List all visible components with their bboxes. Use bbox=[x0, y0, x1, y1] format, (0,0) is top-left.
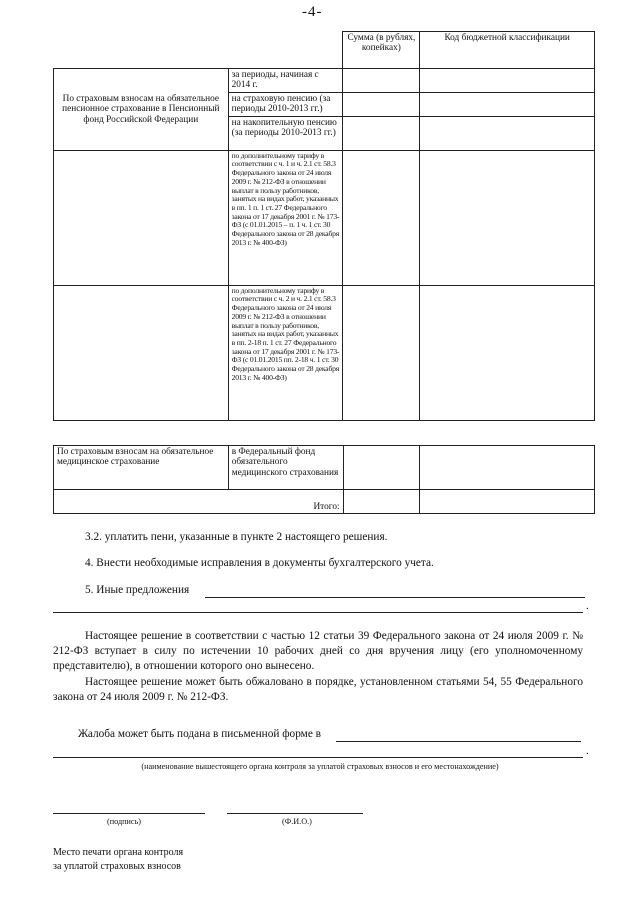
caption-signature: (подпись) bbox=[107, 817, 141, 826]
sum-cell bbox=[343, 150, 420, 285]
kbk-cell bbox=[420, 69, 595, 93]
medical-label: По страховым взносам на обязательное медицинское страхование bbox=[54, 446, 229, 490]
total-label: Итого: bbox=[54, 490, 344, 514]
total-sum-cell bbox=[343, 490, 420, 514]
medical-fund: в Федеральный фонд обязательного медицинского страхования bbox=[228, 446, 343, 490]
caption-fio: (Ф.И.О.) bbox=[282, 817, 312, 826]
pension-row-2014: за периоды, начиная с 2014 г. bbox=[228, 69, 343, 93]
contributions-table bbox=[53, 31, 595, 421]
organ-line bbox=[53, 757, 583, 758]
sum-cell bbox=[343, 92, 420, 116]
kbk-cell bbox=[420, 116, 595, 150]
other-proposals-line-2 bbox=[53, 612, 583, 613]
stamp-line-1: Место печати органа контроля bbox=[53, 847, 184, 858]
pension-label: По страховым взносам на обязательное пенсионное страхование в Пенсионный фонд Российской Федерации bbox=[54, 69, 229, 151]
fio-line bbox=[227, 813, 363, 814]
other-proposals-line bbox=[205, 597, 585, 598]
sum-cell bbox=[343, 446, 420, 490]
pension-row-insurance: на страховую пенсию (за периоды 2010-2013 гг.) bbox=[228, 92, 343, 116]
decision-appeal: Настоящее решение может быть обжаловано в порядке, установленном статьями 54, 55 Федерального закона от 24 июля 2009 г. № 212-ФЗ. bbox=[53, 676, 583, 704]
kbk-cell bbox=[420, 92, 595, 116]
line-dot: . bbox=[586, 745, 589, 757]
total-kbk-cell bbox=[420, 490, 595, 514]
signature-line bbox=[53, 813, 205, 814]
header-blank bbox=[54, 32, 229, 69]
header-blank bbox=[228, 32, 343, 69]
page-number: -4- bbox=[302, 4, 323, 20]
complaint-text: Жалоба может быть подана в письменной форме в bbox=[78, 728, 321, 740]
sum-cell bbox=[343, 116, 420, 150]
kbk-cell bbox=[420, 285, 595, 420]
blank-label-cell bbox=[54, 285, 229, 420]
item-4: 4. Внести необходимые исправления в документы бухгалтерского учета. bbox=[85, 557, 434, 569]
sum-cell bbox=[343, 285, 420, 420]
caption-organ: (наименование вышестоящего органа контроля за уплатой страховых взносов и его местонахождение) bbox=[141, 762, 499, 771]
item-3-2: 3.2. уплатить пени, указанные в пункте 2 настоящего решения. bbox=[85, 531, 388, 543]
header-sum: Сумма (в рублях, копейках) bbox=[343, 32, 420, 69]
stamp-place bbox=[53, 846, 183, 873]
sum-cell bbox=[343, 69, 420, 93]
stamp-line-2: за уплатой страховых взносов bbox=[53, 860, 181, 872]
kbk-cell bbox=[420, 446, 595, 490]
line-dot: . bbox=[586, 600, 589, 612]
blank-label-cell bbox=[54, 150, 229, 285]
medical-table bbox=[53, 445, 595, 514]
kbk-cell bbox=[420, 150, 595, 285]
extra-tariff-1: по дополнительному тарифу в соответствии с ч. 1 и ч. 2.1 ст. 58.3 Федерального закона от 24 июля 2009 г. № 212-ФЗ в отношении выплат в пользу работников, занятых на видах работ, указанных в пп. 1 п. 1 ст. 27 Федерального закона от 17 декабря 2001 г. № 173-ФЗ (с 01.01.2015 – п. 1 ч. 1 ст. 30 Федерального закона от 28 декабря 2013 г. № 400-ФЗ) bbox=[228, 150, 343, 285]
pension-row-funded: на накопительную пенсию (за периоды 2010-2013 гг.) bbox=[228, 116, 343, 150]
complaint-line bbox=[336, 741, 581, 742]
header-kbk: Код бюджетной классификации bbox=[420, 32, 595, 69]
extra-tariff-2: по дополнительному тарифу в соответствии с ч. 2 и ч. 2.1 ст. 58.3 Федерального закона от 24 июля 2009 г. № 212-ФЗ в отношении выплат в пользу работников, занятых на видах работ, указанных в пп. 2-18 п. 1 ст. 27 Федерального закона от 17 декабря 2001 г. № 173-ФЗ (с 01.01.2015 пп. 2-18 ч. 1 ст. 30 Федерального закона от 28 декабря 2013 г. № 400-ФЗ) bbox=[228, 285, 343, 420]
item-5: 5. Иные предложения bbox=[85, 584, 190, 596]
decision-effect: Настоящее решение в соответствии с частью 12 статьи 39 Федерального закона от 24 июля 2009 г. № 212-ФЗ вступает в силу по истечении 10 рабочих дней со дня вручения лицу (его уполномоченному представителю), в отношении которого оно вынесено. bbox=[53, 630, 583, 673]
